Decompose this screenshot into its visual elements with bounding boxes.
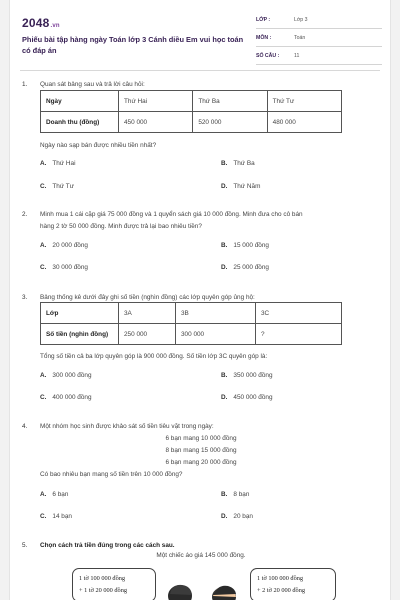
q4-option-c[interactable] (40, 513, 72, 520)
option-text: 30 000 đồng (52, 264, 88, 271)
option-text: 6 bạn (52, 491, 69, 498)
meta-count-row (256, 50, 382, 65)
table-cell: Thứ Tư (267, 91, 341, 112)
option-letter: C. (40, 264, 47, 271)
table-row (41, 303, 342, 324)
q2-text-line1: Minh mua 1 cái cặp giá 75 000 đồng và 1 quyển sách giá 10 000 đồng. Minh đưa cho cô bán (40, 211, 303, 218)
option-letter: B. (221, 491, 228, 498)
header-divider (20, 70, 380, 71)
q1-text: Quan sát bảng sau và trả lời câu hỏi: (40, 81, 145, 88)
worksheet-page (9, 0, 391, 600)
q3-option-d[interactable] (221, 394, 273, 401)
option-letter: A. (40, 372, 47, 379)
q3-question: Tổng số tiền cả ba lớp quyên góp là 900 000 đồng. Số tiền lớp 3C quyên góp là: (40, 353, 268, 360)
option-letter: C. (40, 183, 47, 190)
q2-option-a[interactable] (40, 242, 88, 249)
q4-text: Một nhóm học sinh được khảo sát số tiền tiêu vặt trong ngày: (40, 423, 214, 430)
option-text: 15 000 đồng (233, 242, 269, 249)
table-cell: 480 000 (267, 112, 341, 133)
class-label: LỚP : (256, 17, 271, 23)
option-letter: A. (40, 160, 47, 167)
option-letter: C. (40, 513, 47, 520)
q3-text: Bảng thống kê dưới đây ghi số tiền (nghìn đồng) các lớp quyên góp ủng hộ: (40, 294, 255, 301)
q2-option-d[interactable] (221, 264, 269, 271)
q3-number: 3. (22, 294, 28, 301)
option-letter: D. (221, 183, 228, 190)
option-text: Thứ Ba (233, 160, 255, 167)
speech-bubble-right (250, 568, 336, 600)
option-letter: D. (221, 264, 228, 271)
q4-question: Có bao nhiêu bạn mang số tiền trên 10 000 đồng? (40, 471, 183, 478)
meta-class-row (256, 14, 382, 29)
q1-number: 1. (22, 81, 28, 88)
option-text: Thứ Tư (52, 183, 74, 190)
q2-option-b[interactable] (221, 242, 269, 249)
logo-suffix: .vn (50, 23, 60, 29)
q5-subtext: Một chiếc áo giá 145 000 đồng. (156, 552, 246, 559)
q2-option-c[interactable] (40, 264, 88, 271)
document-title: Phiếu bài tập hàng ngày Toán lớp 3 Cánh diều Em vui học toán có đáp án (22, 35, 244, 55)
option-text: 25 000 đồng (233, 264, 269, 271)
subject-label: MÔN : (256, 35, 272, 41)
option-text: Thứ Hai (52, 160, 76, 167)
option-letter: B. (221, 372, 228, 379)
table-cell: Ngày (41, 91, 119, 112)
table-cell: 3B (176, 303, 256, 324)
q2-text-line2: hàng 2 tờ 50 000 đồng. Minh được trả lại bao nhiêu tiền? (40, 223, 202, 230)
option-letter: C. (40, 394, 47, 401)
q4-line-2: 8 bạn mang 15 000 đồng (165, 447, 237, 454)
table-row (41, 324, 342, 345)
q5-number: 5. (22, 542, 28, 549)
subject-value: Toán (294, 35, 306, 41)
option-text: Thứ Năm (233, 183, 261, 190)
option-text: 20 bạn (233, 513, 253, 520)
option-letter: D. (221, 513, 228, 520)
option-text: 14 bạn (52, 513, 72, 520)
option-letter: D. (221, 394, 228, 401)
question-count-label: SỐ CÂU : (256, 53, 280, 59)
bubble-right-line-1: 1 tờ 100 000 đồng (257, 575, 304, 582)
q3-option-c[interactable] (40, 394, 92, 401)
children-illustration (158, 580, 248, 600)
q1-option-d[interactable] (221, 183, 260, 190)
question-count-value: 11 (294, 53, 300, 59)
table-cell: Thứ Ba (193, 91, 267, 112)
q4-option-a[interactable] (40, 491, 68, 498)
site-logo[interactable] (22, 16, 60, 30)
table-cell: Thứ Hai (119, 91, 193, 112)
option-text: 20 000 đồng (52, 242, 88, 249)
q3-option-b[interactable] (221, 372, 273, 379)
table-cell: 300 000 (176, 324, 256, 345)
q5-text: Chọn cách trả tiền đúng trong các cách sau. (40, 542, 175, 549)
option-letter: B. (221, 160, 228, 167)
q1-table (40, 90, 342, 133)
q1-option-c[interactable] (40, 183, 74, 190)
table-row (41, 112, 342, 133)
option-text: 450 000 đồng (233, 394, 273, 401)
table-cell: ? (256, 324, 342, 345)
q2-number: 2. (22, 211, 28, 218)
table-cell: 520 000 (193, 112, 267, 133)
q3-table (40, 302, 342, 345)
option-text: 8 bạn (233, 491, 250, 498)
q4-line-3: 6 bạn mang 20 000 đồng (165, 459, 237, 466)
option-letter: A. (40, 242, 47, 249)
table-cell: 250 000 (119, 324, 176, 345)
q1-option-b[interactable] (221, 160, 255, 167)
bubble-left-line-1: 1 tờ 100 000 đồng (79, 575, 126, 582)
q4-option-d[interactable] (221, 513, 253, 520)
bubble-left-line-2: + 1 tờ 20 000 đồng (79, 587, 127, 594)
bubble-right-line-2: + 2 tờ 20 000 đồng (257, 587, 305, 594)
option-letter: B. (221, 242, 228, 249)
worksheet-meta (256, 14, 382, 68)
table-cell: 3A (119, 303, 176, 324)
logo-text: 2048 (22, 16, 50, 30)
q3-option-a[interactable] (40, 372, 92, 379)
q4-number: 4. (22, 423, 28, 430)
table-cell: Số tiền (nghìn đồng) (41, 324, 119, 345)
meta-subject-row (256, 32, 382, 47)
q1-question: Ngày nào sạp bán được nhiều tiền nhất? (40, 142, 157, 149)
table-cell: Lớp (41, 303, 119, 324)
table-cell: 3C (256, 303, 342, 324)
class-value: Lớp 3 (294, 17, 308, 23)
option-text: 300 000 đồng (52, 372, 92, 379)
table-row (41, 91, 342, 112)
option-text: 350 000 đồng (233, 372, 273, 379)
q4-option-b[interactable] (221, 491, 249, 498)
option-letter: A. (40, 491, 47, 498)
table-cell: Doanh thu (đồng) (41, 112, 119, 133)
speech-bubble-left (72, 568, 156, 600)
table-cell: 450 000 (119, 112, 193, 133)
option-text: 400 000 đồng (52, 394, 92, 401)
q4-line-1: 6 bạn mang 10 000 đồng (165, 435, 237, 442)
q1-option-a[interactable] (40, 160, 76, 167)
